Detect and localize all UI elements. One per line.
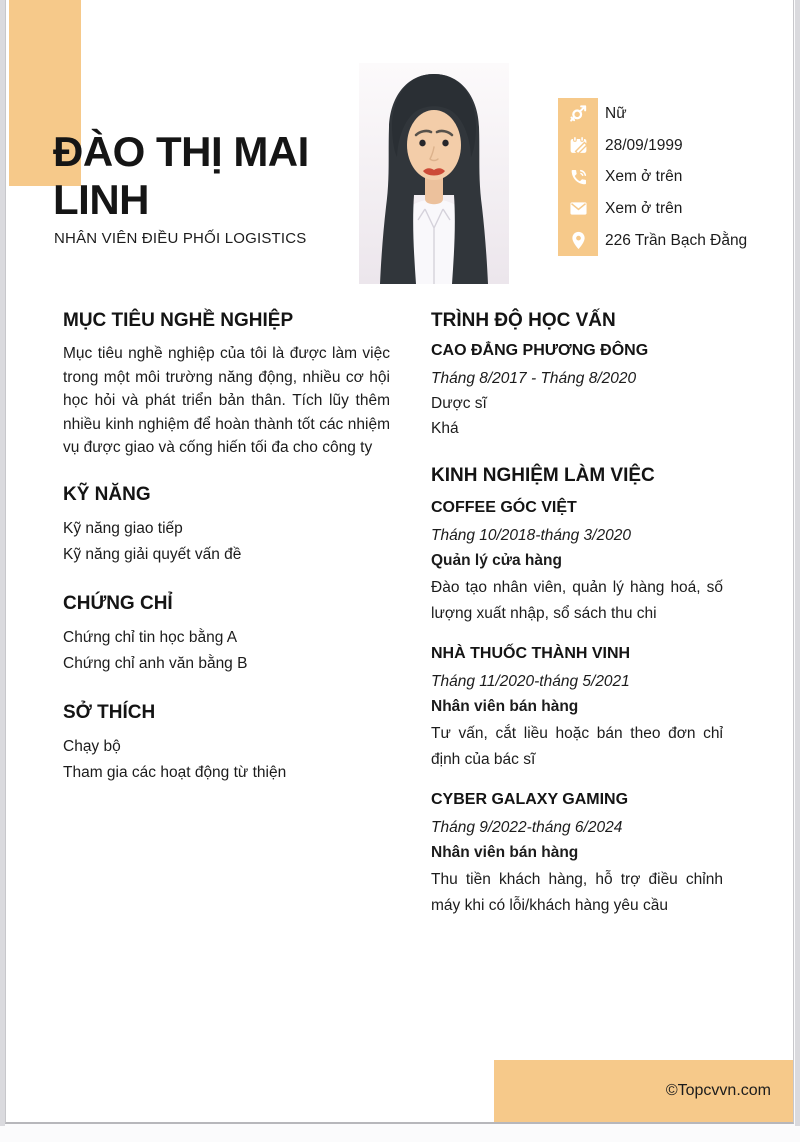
job-entry — [431, 791, 723, 919]
contact-icon-bar — [558, 98, 598, 256]
gender-value: Nữ — [605, 105, 627, 122]
calendar-icon — [558, 130, 598, 162]
contact-block — [558, 98, 747, 256]
location-icon — [558, 225, 598, 257]
certificate-item: Chứng chỉ anh văn bằng B — [63, 655, 248, 672]
resume-page — [5, 0, 794, 1124]
candidate-name: ĐÀO THỊ MAI LINH — [53, 128, 309, 223]
skills-heading: KỸ NĂNG — [63, 483, 151, 505]
email-value: Xem ở trên — [605, 200, 683, 218]
job-role: Quản lý cửa hàng — [431, 552, 562, 569]
company-name: CYBER GALAXY GAMING — [431, 791, 629, 808]
skill-item: Kỹ năng giải quyết vấn đề — [63, 546, 242, 563]
section-experience — [431, 465, 723, 919]
section-education — [431, 310, 723, 441]
gender-icon — [558, 98, 598, 130]
section-objective — [63, 310, 390, 460]
birthdate-value: 28/09/1999 — [605, 136, 683, 154]
company-name: NHÀ THUỐC THÀNH VINH — [431, 645, 631, 662]
objective-heading: MỤC TIÊU NGHỀ NGHIỆP — [63, 310, 294, 331]
hobbies-heading: SỞ THÍCH — [63, 701, 156, 723]
job-role: Nhân viên bán hàng — [431, 698, 579, 715]
objective-text: Mục tiêu nghề nghiệp của tôi là được làm việc trong một môi trường năng động, nhiều cơ hội học hỏi và phát triển bản thân. Tích lũy thêm nhiều kinh nghiệm để hoàn thành tốt các nhiệm vụ được giao và cống hiến tối đa cho công ty — [63, 345, 390, 456]
school-name: CAO ĐẲNG PHƯƠNG ĐÔNG — [431, 342, 649, 359]
education-grade: Khá — [431, 420, 459, 437]
right-column — [431, 310, 723, 919]
certificates-heading: CHỨNG CHỈ — [63, 592, 173, 614]
experience-heading: KINH NGHIỆM LÀM VIỆC — [431, 465, 655, 486]
job-entry — [431, 499, 723, 627]
certificate-item: Chứng chỉ tin học bằng A — [63, 628, 238, 646]
section-skills — [63, 484, 390, 569]
job-entry — [431, 645, 723, 773]
job-role: Nhân viên bán hàng — [431, 844, 579, 861]
education-entry — [431, 342, 723, 441]
section-hobbies — [63, 702, 390, 787]
section-certificates — [63, 593, 390, 678]
contact-labels — [605, 98, 747, 256]
job-description: Thu tiền khách hàng, hỗ trợ điều chỉnh máy khi có lỗi/khách hàng yêu cầu — [431, 871, 723, 914]
skill-item: Kỹ năng giao tiếp — [63, 519, 183, 537]
job-period: Tháng 9/2022-tháng 6/2024 — [431, 819, 623, 836]
email-icon — [558, 193, 598, 225]
job-description: Tư vấn, cắt liều hoặc bán theo đơn chỉ định của bác sĩ — [431, 725, 723, 768]
job-title: NHÂN VIÊN ĐIỀU PHỐI LOGISTICS — [54, 230, 307, 247]
hobby-item: Chạy bộ — [63, 737, 121, 755]
left-column — [63, 310, 390, 919]
education-period: Tháng 8/2017 - Tháng 8/2020 — [431, 370, 637, 387]
company-name: COFFEE GÓC VIỆT — [431, 499, 577, 516]
phone-value: Xem ở trên — [605, 168, 683, 186]
footer-credit-bar — [494, 1060, 793, 1122]
page-edge-right — [795, 0, 800, 1126]
job-period: Tháng 11/2020-tháng 5/2021 — [431, 673, 630, 690]
profile-photo — [359, 63, 509, 284]
job-period: Tháng 10/2018-tháng 3/2020 — [431, 527, 631, 544]
content-columns — [63, 310, 739, 919]
hobby-item: Tham gia các hoạt động từ thiện — [63, 764, 287, 781]
job-description: Đào tạo nhân viên, quản lý hàng hoá, số lượng xuất nhập, sổ sách thu chi — [431, 579, 723, 622]
education-heading: TRÌNH ĐỘ HỌC VẤN — [431, 310, 616, 331]
address-value: 226 Trần Bạch Đằng — [605, 231, 748, 249]
credit-text: ©Topcvvn.com — [665, 1082, 771, 1099]
phone-icon — [558, 161, 598, 193]
education-degree: Dược sĩ — [431, 395, 487, 412]
